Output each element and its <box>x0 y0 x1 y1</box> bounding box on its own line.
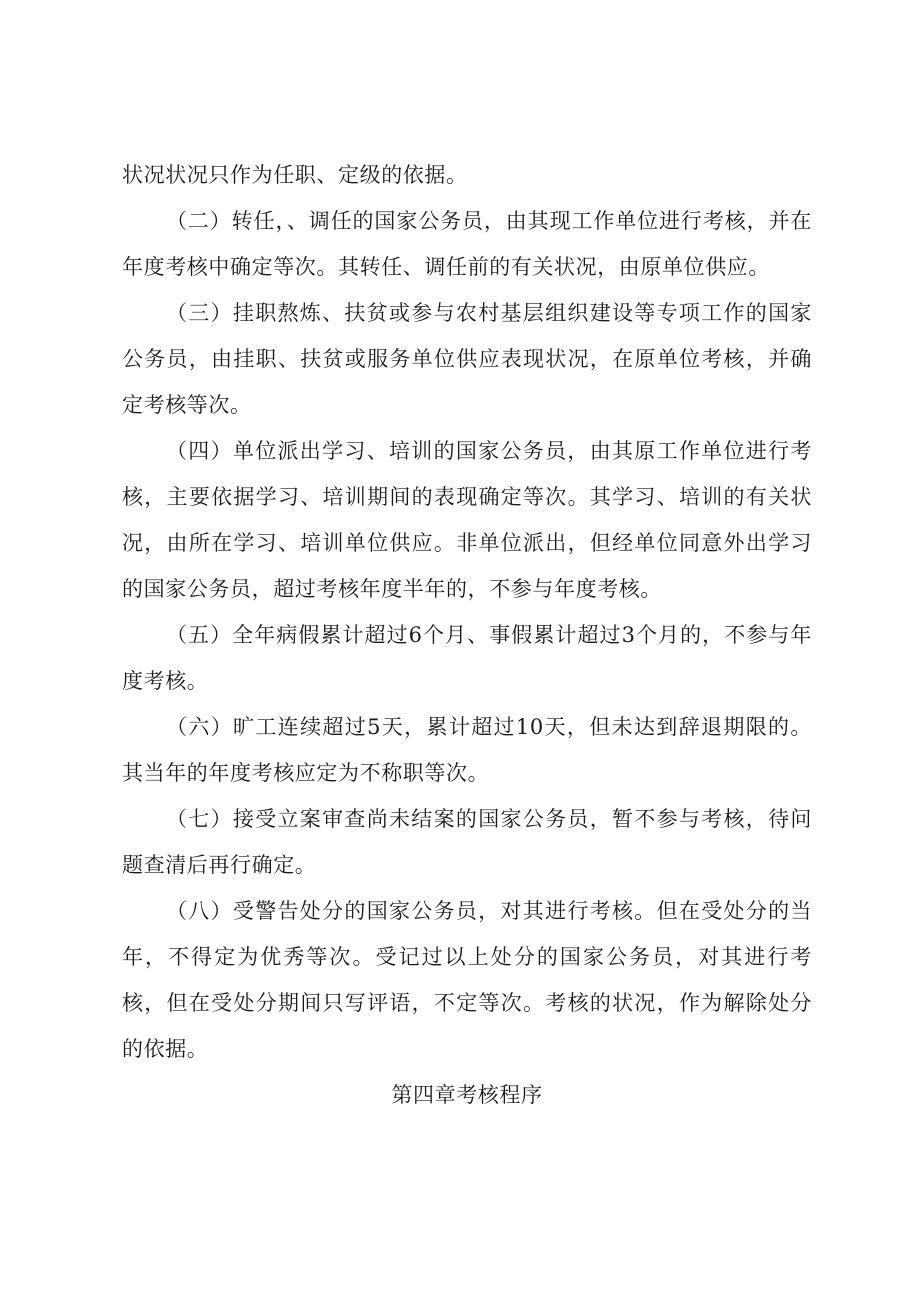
paragraph-item-3: （三）挂职熬炼、扶贫或参与农村基层组织建设等专项工作的国家公务员，由挂职、扶贫或服务单位供应表现状况，在原单位考核，并确定考核等次。 <box>122 301 812 417</box>
paragraph-item-6: （六）旷工连续超过5天，累计超过10天，但未达到辞退期限的。其当年的年度考核应定为不称职等次。 <box>122 715 812 785</box>
paragraph-item-2: （二）转任，、调任的国家公务员，由其现工作单位进行考核，并在年度考核中确定等次。其转任、调任前的有关状况，由原单位供应。 <box>122 209 812 279</box>
chapter-heading: 第四章考核程序 <box>391 1083 543 1107</box>
paragraph-item-5: （五）全年病假累计超过6个月、事假累计超过3个月的，不参与年度考核。 <box>122 623 812 693</box>
paragraph-item-7: （七）接受立案审查尚未结案的国家公务员，暂不参与考核，待问题查清后再行确定。 <box>122 807 812 877</box>
paragraph-item-8: （八）受警告处分的国家公务员，对其进行考核。但在受处分的当年，不得定为优秀等次。受记过以上处分的国家公务员，对其进行考核，但在受处分期间只写评语，不定等次。考核的状况，作为解除处分的依据。 <box>122 899 812 1061</box>
document-body <box>122 152 812 1118</box>
paragraph-continuation: 状况状况只作为任职、定级的依据。 <box>122 163 468 187</box>
paragraph-item-4: （四）单位派出学习、培训的国家公务员，由其原工作单位进行考核，主要依据学习、培训期间的表现确定等次。其学习、培训的有关状况，由所在学习、培训单位供应。非单位派出，但经单位同意外出学习的国家公务员，超过考核年度半年的，不参与年度考核。 <box>122 439 812 601</box>
